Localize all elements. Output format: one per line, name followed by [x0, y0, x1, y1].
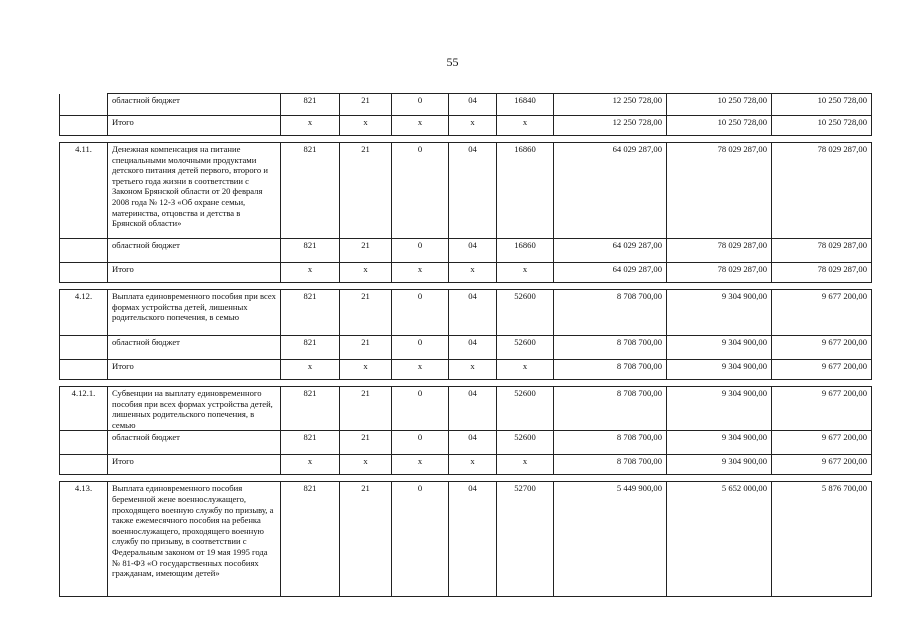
- row-name: областной бюджет: [108, 336, 281, 360]
- row-separator: [60, 283, 872, 290]
- row-number: 4.12.1.: [60, 387, 108, 431]
- code-program: 04: [449, 387, 497, 431]
- code-subsection: 0: [392, 336, 449, 360]
- row-number: [60, 263, 108, 283]
- code-subsection: x: [392, 360, 449, 380]
- code-section: 21: [340, 387, 392, 431]
- row-name: Выплата единовременного пособия при всех формах устройства детей, лишенных родительского попечения, в семью: [108, 290, 281, 336]
- amount-year-2: 78 029 287,00: [667, 263, 772, 283]
- code-subsection: 0: [392, 387, 449, 431]
- table-row: [60, 143, 872, 239]
- code-target: 16860: [497, 143, 554, 239]
- amount-year-1: 8 708 700,00: [554, 455, 667, 475]
- code-admin: 821: [281, 239, 340, 263]
- row-number: 4.13.: [60, 482, 108, 597]
- code-program: x: [449, 360, 497, 380]
- amount-year-1: 8 708 700,00: [554, 336, 667, 360]
- amount-year-1: 12 250 728,00: [554, 94, 667, 116]
- separator-cell: [60, 380, 872, 387]
- amount-year-3: 9 677 200,00: [772, 336, 872, 360]
- code-target: 52600: [497, 387, 554, 431]
- row-number: 4.11.: [60, 143, 108, 239]
- amount-year-3: 9 677 200,00: [772, 290, 872, 336]
- row-number: [60, 239, 108, 263]
- code-target: 16860: [497, 239, 554, 263]
- row-name: Итого: [108, 263, 281, 283]
- code-admin: 821: [281, 290, 340, 336]
- amount-year-3: 78 029 287,00: [772, 239, 872, 263]
- code-admin: x: [281, 360, 340, 380]
- amount-year-1: 8 708 700,00: [554, 431, 667, 455]
- code-target: x: [497, 116, 554, 136]
- row-name: Итого: [108, 360, 281, 380]
- code-subsection: 0: [392, 482, 449, 597]
- row-separator: [60, 475, 872, 482]
- amount-year-1: 64 029 287,00: [554, 239, 667, 263]
- code-admin: 821: [281, 482, 340, 597]
- code-section: 21: [340, 336, 392, 360]
- amount-year-3: 9 677 200,00: [772, 360, 872, 380]
- table-row: [60, 116, 872, 136]
- amount-year-2: 10 250 728,00: [667, 94, 772, 116]
- table-row: [60, 336, 872, 360]
- code-section: x: [340, 455, 392, 475]
- amount-year-2: 9 304 900,00: [667, 455, 772, 475]
- budget-table: [59, 93, 872, 597]
- row-number: [60, 336, 108, 360]
- code-section: x: [340, 360, 392, 380]
- page-number: 55: [446, 55, 459, 69]
- row-name: Денежная компенсация на питание специальными молочными продуктами детского питания детей первого, второго и третьего года жизни в соответствии с Законом Брянской области от 20 февраля 2008 года № 12-З «Об охране семьи, материнства, отцовства и детства в Брянской области»: [108, 143, 281, 239]
- code-program: 04: [449, 431, 497, 455]
- table-row: [60, 482, 872, 597]
- code-subsection: 0: [392, 290, 449, 336]
- amount-year-2: 9 304 900,00: [667, 360, 772, 380]
- code-admin: x: [281, 263, 340, 283]
- amount-year-1: 8 708 700,00: [554, 290, 667, 336]
- code-program: x: [449, 263, 497, 283]
- code-target: x: [497, 263, 554, 283]
- code-section: 21: [340, 143, 392, 239]
- code-subsection: 0: [392, 239, 449, 263]
- code-admin: 821: [281, 143, 340, 239]
- amount-year-2: 5 652 000,00: [667, 482, 772, 597]
- amount-year-3: 78 029 287,00: [772, 143, 872, 239]
- row-name: Субвенции на выплату единовременного пособия при всех формах устройства детей, лишенных родительского попечения, в семью: [108, 387, 281, 431]
- code-program: x: [449, 116, 497, 136]
- separator-cell: [60, 136, 872, 143]
- code-section: 21: [340, 431, 392, 455]
- code-section: 21: [340, 290, 392, 336]
- code-target: 52600: [497, 290, 554, 336]
- row-number: 4.12.: [60, 290, 108, 336]
- amount-year-2: 9 304 900,00: [667, 290, 772, 336]
- row-name: областной бюджет: [108, 239, 281, 263]
- amount-year-1: 12 250 728,00: [554, 116, 667, 136]
- amount-year-2: 9 304 900,00: [667, 387, 772, 431]
- amount-year-1: 5 449 900,00: [554, 482, 667, 597]
- code-subsection: 0: [392, 143, 449, 239]
- code-program: x: [449, 455, 497, 475]
- code-target: 52600: [497, 336, 554, 360]
- row-number: [60, 455, 108, 475]
- code-admin: x: [281, 116, 340, 136]
- code-program: 04: [449, 94, 497, 116]
- code-target: 16840: [497, 94, 554, 116]
- table-row: [60, 455, 872, 475]
- row-number: [60, 360, 108, 380]
- amount-year-3: 78 029 287,00: [772, 263, 872, 283]
- row-separator: [60, 380, 872, 387]
- row-number: [60, 94, 108, 116]
- code-subsection: 0: [392, 94, 449, 116]
- table-row: [60, 431, 872, 455]
- code-program: 04: [449, 482, 497, 597]
- table-row: [60, 239, 872, 263]
- amount-year-3: 10 250 728,00: [772, 94, 872, 116]
- code-section: 21: [340, 94, 392, 116]
- table-row: [60, 94, 872, 116]
- code-admin: 821: [281, 431, 340, 455]
- budget-table-body: [60, 94, 872, 597]
- code-admin: x: [281, 455, 340, 475]
- row-name: Итого: [108, 455, 281, 475]
- row-number: [60, 116, 108, 136]
- code-program: 04: [449, 336, 497, 360]
- code-section: 21: [340, 239, 392, 263]
- row-name: Итого: [108, 116, 281, 136]
- code-subsection: x: [392, 263, 449, 283]
- amount-year-3: 9 677 200,00: [772, 431, 872, 455]
- amount-year-2: 9 304 900,00: [667, 431, 772, 455]
- code-subsection: x: [392, 455, 449, 475]
- code-section: x: [340, 116, 392, 136]
- row-separator: [60, 136, 872, 143]
- code-target: 52600: [497, 431, 554, 455]
- amount-year-2: 78 029 287,00: [667, 239, 772, 263]
- amount-year-2: 9 304 900,00: [667, 336, 772, 360]
- code-admin: 821: [281, 94, 340, 116]
- code-subsection: 0: [392, 431, 449, 455]
- row-number: [60, 431, 108, 455]
- amount-year-3: 5 876 700,00: [772, 482, 872, 597]
- amount-year-1: 64 029 287,00: [554, 263, 667, 283]
- code-program: 04: [449, 290, 497, 336]
- separator-cell: [60, 475, 872, 482]
- separator-cell: [60, 283, 872, 290]
- amount-year-3: 9 677 200,00: [772, 387, 872, 431]
- amount-year-3: 9 677 200,00: [772, 455, 872, 475]
- table-row: [60, 263, 872, 283]
- amount-year-1: 8 708 700,00: [554, 360, 667, 380]
- code-target: x: [497, 360, 554, 380]
- code-target: x: [497, 455, 554, 475]
- code-program: 04: [449, 239, 497, 263]
- table-row: [60, 290, 872, 336]
- row-name: Выплата единовременного пособия беременной жене военнослужащего, проходящего военную службу по призыву, а также ежемесячного пособия на ребенка военнослужащего, проходящего военную службу по призыву, в соответствии с Федеральным законом от 19 мая 1995 года № 81-ФЗ «О государственных пособиях гражданам, имеющим детей»: [108, 482, 281, 597]
- amount-year-2: 78 029 287,00: [667, 143, 772, 239]
- code-subsection: x: [392, 116, 449, 136]
- code-admin: 821: [281, 387, 340, 431]
- amount-year-1: 64 029 287,00: [554, 143, 667, 239]
- table-row: [60, 360, 872, 380]
- code-section: x: [340, 263, 392, 283]
- code-program: 04: [449, 143, 497, 239]
- code-section: 21: [340, 482, 392, 597]
- code-admin: 821: [281, 336, 340, 360]
- row-name: областной бюджет: [108, 94, 281, 116]
- amount-year-2: 10 250 728,00: [667, 116, 772, 136]
- row-name: областной бюджет: [108, 431, 281, 455]
- amount-year-1: 8 708 700,00: [554, 387, 667, 431]
- table-row: [60, 387, 872, 431]
- amount-year-3: 10 250 728,00: [772, 116, 872, 136]
- code-target: 52700: [497, 482, 554, 597]
